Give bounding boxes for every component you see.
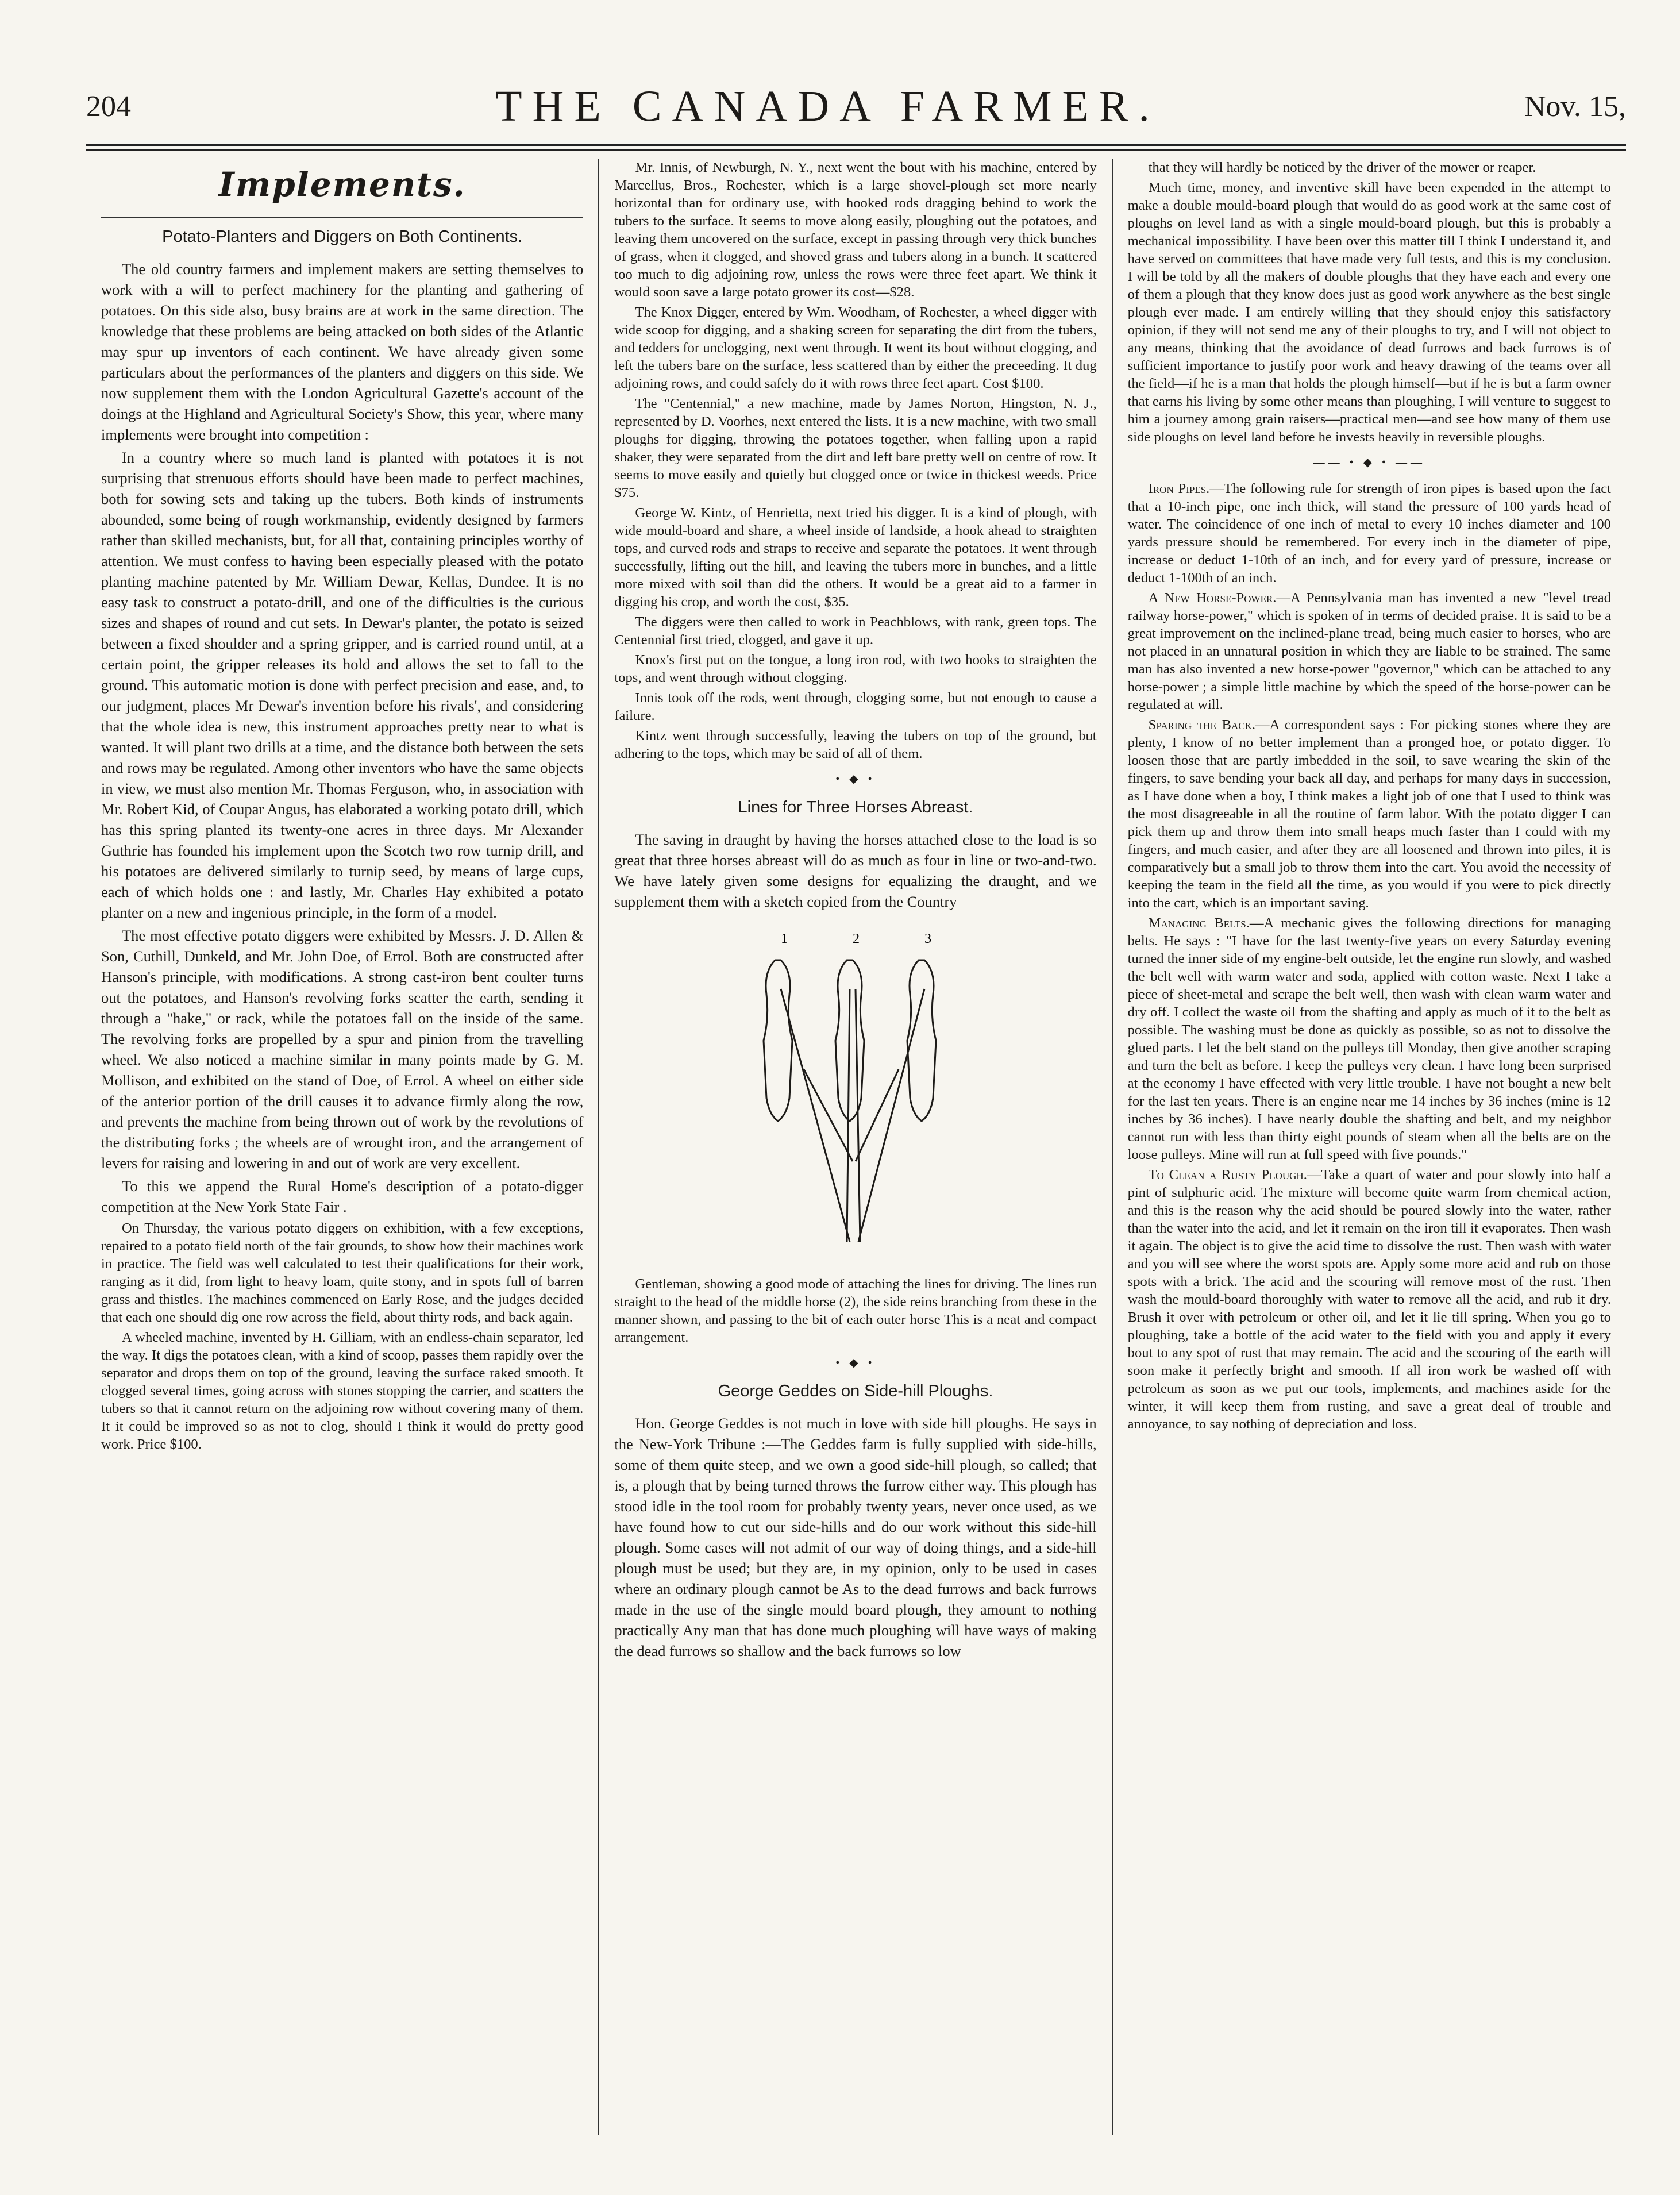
paragraph: Innis took off the rods, went through, clogging some, but not enough to cause a failure.	[614, 690, 1097, 723]
paragraph-body: —A correspondent says : For picking stones where they are plenty, I know of no better implement than a pronged hoe, or potato digger. To loosen those that are partly imbedded in the soil, to save wearing the skin of the fingers, to save bending your back all day, and perhaps for many days in succession, as I have done when a boy, I think makes a light job of one that I used to think was the most disagreeable in all the routine of farm labor. With the potato digger I can pick them up and throw them into small heaps much faster than I could with my fingers, and much easier, and after they are all loosened and thrown into piles, it is comparatively but a small job to throw them into the cart. You avoid the necessity of keeping the team in the field all the time, as you would if you were to pick directly into the cart, which is an important saving.	[1127, 717, 1611, 911]
horse-1-outline	[764, 960, 792, 1121]
article-heading: Lines for Three Horses Abreast.	[738, 798, 973, 817]
paragraph-managing-belts	[1128, 914, 1611, 1164]
paragraph: George W. Kintz, of Henrietta, next tried his digger. It is a kind of plough, with wide mould-board and share, a wheel inside of landside, a hook ahead to straighten tops, and curved rods and straps to receive and separate the potatoes. It went through successfully, lifting out the hill, and leaving the tubers more in bunches, and a little more mixed with soil than did the others. It would be a great aid to a farmer in digging his crop, and worth the cost, $35.	[614, 505, 1097, 610]
ornament-divider: —— • ◆ • ——	[1313, 456, 1426, 469]
column-1	[86, 159, 599, 2135]
paragraph: Hon. George Geddes is not much in love with side hill ploughs. He says in the New-York Tribune :—The Geddes farm is fully supplied with side-hills, some of them quite steep, and we own a good side-hill plough, so called; that is, a plough that by being turned throws the furrow either way. This plough has stood idle in the tool room for probably twenty years, never once used, as we have found how to cut our side-hills and do our work without this side-hill plough. Some cases will not admit of our way of doing things, and a side-hill plough must be used; but they are, in my opinion, only to be used in cases where an ordinary plough cannot be As to the dead furrows and back furrows made in the use of the single mould board plough, they amount to nothing practically Any man that has done much ploughing will have ways of making the dead furrows so shallow and the back furrows so low	[614, 1415, 1097, 1659]
run-in-heading: A New Horse-Power.	[1148, 590, 1277, 606]
run-in-heading: To Clean a Rusty Plough.	[1148, 1167, 1307, 1183]
paragraph: that they will hardly be noticed by the driver of the mower or reaper.	[1148, 160, 1536, 175]
horse-label-3: 3	[924, 931, 931, 946]
paragraph: To this we append the Rural Home's description of a potato-digger competition at the New York State Fair .	[101, 1177, 584, 1215]
ornament-divider: —— • ◆ • ——	[799, 773, 912, 785]
issue-date: Nov. 15,	[1524, 90, 1626, 123]
paragraph-horse-power	[1128, 589, 1611, 714]
ornament-divider: —— • ◆ • ——	[799, 1357, 912, 1369]
paragraph: The "Centennial," a new machine, made by James Norton, Hingston, N. J., represented by D. Voorhes, next entered the lists. It is a new machine, with two small ploughs for digging, throwing the potatoes together, when falling upon a rapid shaker, they were separated from the dirt and left bare pretty well on centre of row. It seems to move easily and quietly but clogged once or twice in thickest weeds. Price $75.	[614, 396, 1097, 500]
rein-center-left	[847, 989, 850, 1242]
paragraph: A wheeled machine, invented by H. Gilliam, with an endless-chain separator, led the way. It digs the potatoes clean, with a kind of scoop, passes them rapidly over the separator and drops them on top of the ground, leaving the surface raked smooth. It clogged several times, going across with stones stopping the carrier, and scatters the tubers so that it cannot return on the adjoining row without covering many of them. It it could be improved so as not to clog, should I think it would do pretty good work. Price $100.	[101, 1330, 584, 1452]
rein-right	[858, 989, 924, 1242]
paragraph-body: —Take a quart of water and pour slowly into half a pint of sulphuric acid. The mixture will become quite warm from chemical action, and this is the reason why the acid should be poured slowly into the water, rather than the water into the acid, and let it remain on the iron till it evaporates. Then wash it again. The object is to give the acid time to dissolve the rust. Then wash with water and you will see where the worst spots are. Apply some more acid and rub on those spots with a brick. The acid and the scouring will remove most of the rust. Then wash the mould-board thoroughly with water to remove all the acid, and rub it dry. Brush it over with petroleum or other oil, and let it lie till spring. When you go to ploughing, take a bottle of the acid water to the field with you and apply it every bout to any spot of rust that may remain. The acid and the scouring of the earth will soon make it perfectly bright and smooth. If all iron work be washed off with petroleum as soon as we put our tools, implements, and machines aside for the winter, it will keep them from rusting, and save a great deal of trouble and annoyance, to say nothing of depreciation and loss.	[1127, 1167, 1611, 1432]
paragraph: Mr. Innis, of Newburgh, N. Y., next went the bout with his machine, entered by Marcellus, Bros., Rochester, which is a large shovel-plough set more nearly horizontal than for ordinary use, with hooked rods dragging behind to work the tubers to the surface. It seems to move along easily, ploughing out the potatoes, and leaving them uncovered on the surface, except in passing through very thick bunches of grass, when it clogged, and shoved grass and tubers along in a bunch. It scattered too much to dig adjoining row, unless the rows were three feet apart. We think it would soon save a large potato grower its cost—$28.	[614, 160, 1097, 300]
masthead-rule	[86, 144, 1626, 151]
columns	[86, 159, 1626, 2135]
run-in-heading: Iron Pipes.	[1148, 481, 1210, 496]
horse-label-1: 1	[780, 931, 788, 946]
paragraph-body: —A mechanic gives the following directions for managing belts. He says : "I have for the last twenty-five years on every Saturday evening turned the inner side of my engine-belt outside, let the engine run slowly, and washed the belt well with warm water and soda, applied with cotton waste. Next I take a piece of sheet-metal and scrape the belt well, then wash with clean warm water and dry off. I collect the waste oil from the shafting and apply as much of it to the belt as possible. The washing must be done as quickly as possible, so as not to dissolve the glued parts. I let the belt stand on the pulleys till Monday, then give another scraping and turn the belt as before. I keep the pulleys very clean. I have long been surprised at the economy I have effected with very little trouble. I have not bought a new belt for the last ten years. There is an engine near me 14 inches by 36 inches (mine is 12 inches by 36 inches). I have nearly double the shafting and belt, and my neighbor cannot run with less than thirty eight pounds of steam when all the belts are on the loose pulleys. Mine will run at full speed with five pounds."	[1127, 915, 1611, 1162]
paragraph: Kintz went through successfully, leaving the tubers on top of the ground, but adhering to the tops, which may be said of all of them.	[614, 728, 1097, 761]
article-heading: Potato-Planters and Diggers on Both Continents.	[162, 228, 523, 246]
rein-left	[781, 989, 850, 1242]
run-in-heading: Sparing the Back.	[1148, 717, 1256, 733]
paragraph: Much time, money, and inventive skill have been expended in the attempt to make a double mould-board plough that would do as good work at the same cost of ploughs on level land as with a single mould-board plough, but this is probably a mechanical impossibility. I have been over this matter till I think I understand it, and have served on committees that have made very full tests, and this is my conclusion. I will be told by all the makers of double ploughs that they have each and every one of them a plough that they know does just as good work anywhere as the best single plough ever made. I am entirely willing that they should enjoy this satisfactory opinion, if they will not send me any of their ploughs to try, and I will not object to any means, thinking that the avoidance of dead furrows and back furrows is of sufficient importance to justify poor work and heavy drawing of the teams over all the field—if he is a man that holds the plough himself—but if he is but a farm owner that earns his living by some other means than ploughing, I will venture to suggest to him a journey among grain raisers—practical men—and see how many of them use side ploughs on level land before he invests heavily in reversible ploughs.	[1127, 180, 1611, 445]
paragraph-body: —The following rule for strength of iron pipes is based upon the fact that a 10-inch pipe, one inch thick, will stand the pressure of 100 yards head of water. The coincidence of one inch of metal to every 10 inches diameter and 100 yards pressure should be remembered. For every inch in the diameter of pipe, increase or deduct 1-10th of an inch, and for every yard of pressure, increase or deduct 1-100th of an inch.	[1127, 481, 1611, 586]
section-heading: Implements.	[218, 165, 466, 204]
run-in-heading: Managing Belts.	[1148, 915, 1250, 931]
paragraph-body: —A Pennsylvania man has invented a new "level tread railway horse-power," which is spoken of in terms of decided praise. It is said to be a great improvement on the inclined-plane tread, being much easier to horses, who are not placed in an unnatural position in which they are liable to be strained. The same man has also invented a new horse-power "governor," which can be attached to any horse-power ; a simple little machine by which the speed of the horse-power can be regulated at will.	[1127, 590, 1611, 713]
three-horses-illustration	[695, 920, 1016, 1265]
paragraph: On Thursday, the various potato diggers on exhibition, with a few exceptions, repaired to a potato field north of the fair grounds, to show how their machines work in practice. The field was well calculated to test their qualifications for their work, ranging as it did, from light to heavy loam, quite stony, and in spots full of barren grass and thistles. The machines commenced on Early Rose, and the judges decided that each one should dig one row across the field, about thirty rods, and back again.	[101, 1220, 584, 1325]
column-2	[599, 159, 1112, 2135]
page-number: 204	[86, 90, 131, 123]
paragraph: In a country where so much land is planted with potatoes it is not surprising that strenuous efforts should have been made to perfect machines, both for sowing sets and taking up the tubers. Both kinds of instruments abounded, some being of rough workmanship, evidently designed by farmers rather than skilled mechanists, but, for all that, containing principles worthy of attention. We must confess to having been especially pleased with the potato planting machine patented by Mr. William Dewar, Kellas, Dundee. It is no easy task to construct a potato-drill, and one of the difficulties is the curious sizes and shapes of round and cut sets. In Dewar's planter, the potato is seized between a fixed shoulder and a spring gripper, and is carried round until, at a certain point, the gripper releases its hold and allows the set to fall to the ground. This automatic motion is done with perfect precision and ease, and, to our judgment, places Mr Dewar's invention before his rivals', and considering that the whole idea is new, this instrument approaches pretty near to what is wanted. It will plant two drills at a time, and the distance both between the sets and rows may be regulated. Among other inventors who have the same objects in view, we must also mention Mr. Thomas Ferguson, who, in association with Mr. Robert Kid, of Coupar Angus, has elaborated a working potato drill, which has this spring planted its twenty-one acres in three days. Mr Alexander Guthrie has founded his implement upon the Scotch two row turnip drill, and his potatoes are delivered similarly to turnip seed, by means of large cups, each of which holds one : and lastly, Mr. Charles Hay exhibited a potato planter on a new and ingenious principle, in the form of a model.	[101, 449, 584, 921]
paragraph: The diggers were then called to work in Peachblows, with rank, green tops. The Centennial first tried, clogged, and gave it up.	[614, 614, 1097, 648]
newspaper-page	[86, 75, 1626, 2143]
paragraph: The Knox Digger, entered by Wm. Woodham, of Rochester, a wheel digger with wide scoop for digging, and a shaking screen for separating the dirt from the tubers, and tedders for unclogging, next went through. It went its bout without clogging, and left the tubers bare on the surface, less scattered than by either the preceeding. It dug adjoining rows, and could safely do it with rows three feet apart. Cost $100.	[614, 305, 1097, 391]
masthead	[86, 75, 1626, 138]
article-heading: George Geddes on Side-hill Ploughs.	[718, 1382, 993, 1400]
paper-title: THE CANADA FARMER.	[495, 82, 1160, 130]
paragraph: Gentleman, showing a good mode of attaching the lines for driving. The lines run straight to the head of the middle horse (2), the side reins branching from these in the manner shown, and passing to the bit of each outer horse This is a neat and compact arrangement.	[614, 1276, 1097, 1345]
paragraph: The most effective potato diggers were exhibited by Messrs. J. D. Allen & Son, Cuthill, Dunkeld, and Mr. John Doe, of Errol. Both are constructed after Hanson's principle, with modifications. A strong cast-iron bent coulter turns out the potatoes, and Hanson's revolving forks scatter the earth, sending it through a "hake," or rack, while the potatoes fall on the inside of the same. The revolving forks are propelled by a spur and pinion from the travelling wheel. We also noticed a machine similar in many points made by G. M. Mollison, and exhibited on the stand of Doe, of Errol. A wheel on either side of the anterior portion of the drill causes it to advance firmly along the row, and prevents the machine from being thrown out of work by the revolutions of the distributing forks ; the wheels are of wrought iron, and the arrangement of levers for raising and lowering in and out of work are very excellent.	[101, 927, 584, 1172]
paragraph: Knox's first put on the tongue, a long iron rod, with two hooks to straighten the tops, and went through without clogging.	[614, 652, 1097, 686]
paragraph-rusty-plough	[1128, 1166, 1611, 1433]
branch-left	[804, 1069, 853, 1161]
horse-label-2: 2	[852, 931, 860, 946]
column-3	[1113, 159, 1626, 2135]
paragraph-sparing-back	[1128, 716, 1611, 912]
paragraph: The old country farmers and implement makers are setting themselves to work with a will to perfect machinery for the planting and gathering of potatoes. On this side also, busy brains are at work in the same direction. The knowledge that these problems are being attacked on both sides of the Atlantic may spur up inventors of each continent. We have already given some particulars about the performances of the planters and diggers on this side. We now supplement them with the London Agricultural Gazette's account of the doings at the Highland and Agricultural Society's Show, this year, where many implements were brought into competition :	[101, 260, 584, 443]
paragraph-iron-pipes	[1128, 480, 1611, 587]
paragraph: The saving in draught by having the horses attached close to the load is so great that three horses abreast will do as much as four in line or two-and-two. We have lately given some designs for equalizing the draught, and we supplement them with a sketch copied from the Country	[614, 831, 1097, 910]
divider	[101, 217, 583, 218]
